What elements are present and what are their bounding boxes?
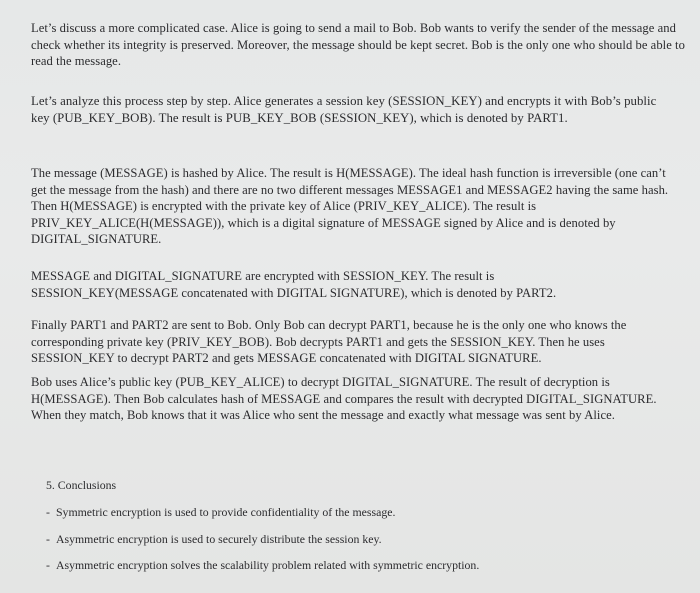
- bullet-marker: -: [46, 505, 50, 519]
- bullet-marker: -: [46, 532, 50, 546]
- conclusion-bullet-text: Asymmetric encryption is used to securely distribute the session key.: [56, 532, 382, 546]
- conclusions-heading: 5. Conclusions: [46, 478, 117, 492]
- conclusion-bullet-text: Symmetric encryption is used to provide confidentiality of the message.: [56, 505, 396, 519]
- conclusion-bullet: [46, 504, 395, 520]
- conclusion-bullet: [46, 557, 479, 573]
- paragraph-bob-decrypts: Finally PART1 and PART2 are sent to Bob. Only Bob can decrypt PART1, because he is the only one who knows the corresponding private key (PRIV_KEY_BOB). Bob decrypts PART1 and gets the SESSION_KEY. Then he uses SESSION_KEY to decrypt PART2 and gets MESSAGE concatenated with DIGITAL SIGNATURE.: [31, 318, 627, 366]
- bullet-marker: -: [46, 558, 50, 572]
- conclusion-bullet-text: Asymmetric encryption solves the scalability problem related with symmetric encryption.: [56, 558, 480, 572]
- paragraph-verify-signature: Bob uses Alice’s public key (PUB_KEY_ALICE) to decrypt DIGITAL_SIGNATURE. The result of decryption is H(MESSAGE). Then Bob calculates hash of MESSAGE and compares the result with decrypted DIGITAL_SIGNATURE. When they match, Bob knows that it was Alice who sent the message and exactly what message was sent by Alice.: [31, 375, 657, 423]
- paragraph-intro: Let’s discuss a more complicated case. Alice is going to send a mail to Bob. Bob wants to verify the sender of the message and check whether its integrity is preserved. Moreover, the message should be kept secret. Bob is the only one who should be able to read the message.: [31, 21, 685, 69]
- paragraph-part2: MESSAGE and DIGITAL_SIGNATURE are encrypted with SESSION_KEY. The result is SESSION_KEY(MESSAGE concatenated with DIGITAL SIGNATURE), which is denoted by PART2.: [31, 269, 557, 300]
- paragraph-hash-signature: The message (MESSAGE) is hashed by Alice. The result is H(MESSAGE). The ideal hash function is irreversible (one can’t get the message from the hash) and there are no two different messages MESSAGE1 and MESSAGE2 having the same hash. Then H(MESSAGE) is encrypted with the private key of Alice (PRIV_KEY_ALICE). The result is PRIV_KEY_ALICE(H(MESSAGE)), which is a digital signature of MESSAGE signed by Alice and is denoted by DIGITAL_SIGNATURE.: [31, 166, 669, 247]
- conclusion-bullet: [46, 531, 382, 547]
- paragraph-session-key: Let’s analyze this process step by step. Alice generates a session key (SESSION_KEY) and encrypts it with Bob’s public key (PUB_KEY_BOB). The result is PUB_KEY_BOB (SESSION_KEY), which is denoted by PART1.: [31, 94, 657, 125]
